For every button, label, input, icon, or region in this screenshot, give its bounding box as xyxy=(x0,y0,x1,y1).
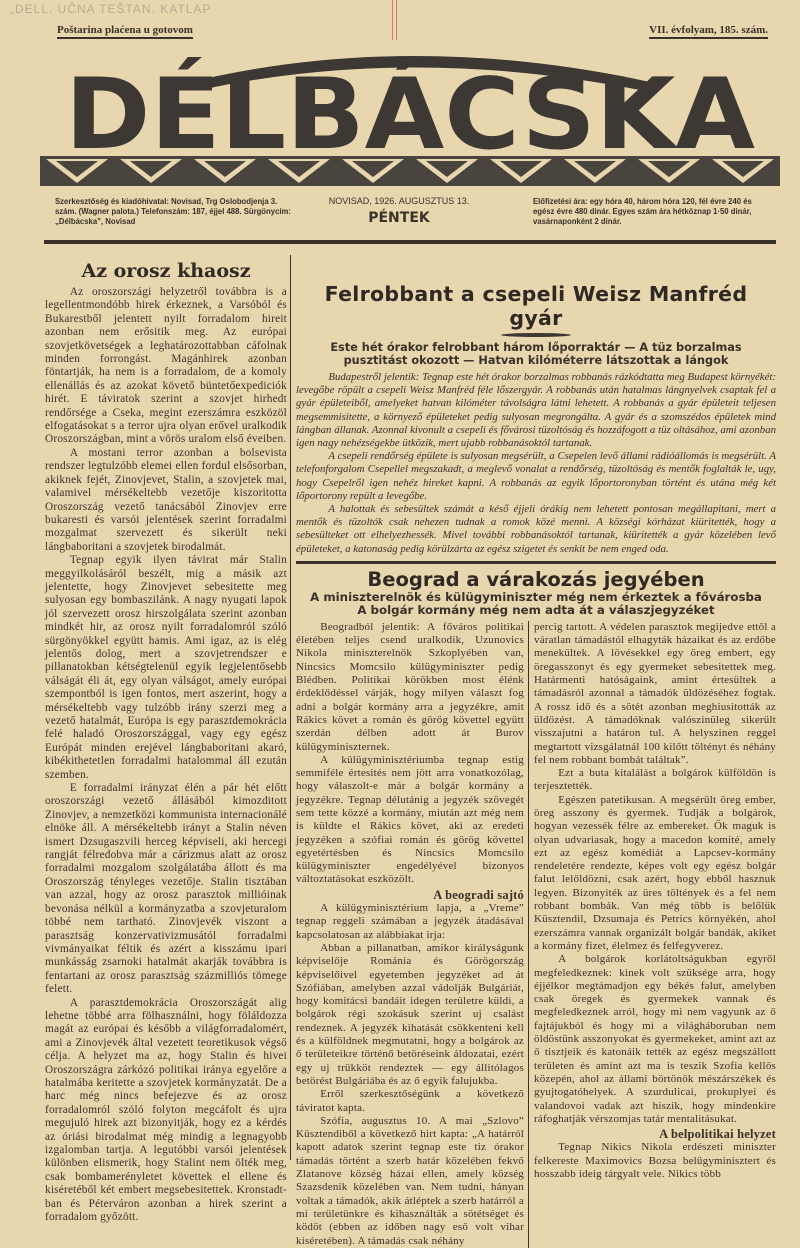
subscription-info: Előfizetési ára: egy hóra 40, három hóra 120, fél évre 240 és egész évre 480 dinár. Egyes szám ára hétköznap 1·50 dinár, vasárnaponként 2 dinár. xyxy=(533,196,752,226)
paragraph: Egészen patetikusan. A megsérült öreg ember, öreg asszony és gyermek. Tudják a bolgárok, hogyan vezessék félre az embereket. Ők maguk is olyan udvariasak, hogy a macedon komité, amely ezt az egész komédiát a Lapcsev-kormány rendeletére rendezte, képes volt egy egész bolgár falut lelőldözni, csak azért, hogy ebből hasznuk legyen. Bizonyiték az üres töltények és a fel nem robbant bombák. Van még több is belőlük Küsztendil, Dzsumaja és Petrics környékén, ahol ezerszámra vannak organizált bolgár bandák, akiket a kormány fizet, élelmez és felfegyverez. xyxy=(534,793,776,952)
paragraph: Abban a pillanatban, amikor királyságunk képviselője Románia és Görögország képviselőivel egyetemben jegyzéket ad át Szófiában, amelyben azzal vádolják Bulgáriát, hogy komitácsi bandáit idegen területre küldi, a bolgárok régi szokásuk szerint uj csalást rendeznek. A jegyzék kihatását csökkenteni kell és a külföldnek megmutatni, hogy a bolgárok az ő területeikre történő betöréseink áldozatai, ezért egy uj trükköt rendeztek — egy állitólagos betörést Bulgáriába és az ő egyik falujukba. xyxy=(296,941,524,1087)
paragraph: A külügyminisztérium lapja, a „Vreme” tegnap reggeli számában a jegyzék átadásával kapcsolatosan az alábbiakat irja: xyxy=(296,902,524,941)
paragraph: Budapestről jelentik: Tegnap este hét órakor borzalmas robbanás rázkódtatta meg Budapest környékét: levegőbe röpült a csepeli Weisz Manfréd féle lőszergyár. A robbanás után hatalmas lángnyelvek csaptak fel a gyár épületeiből, amelyeket hatvan kilóméter távolságra látni lehetett. A robbanás a gyár épületeit teljesen megsemmisitette, a környező épületeket pedig sulyosan megrongálta. A gyár és a szomszédos épületek mind lángban állanak. Azonnal kivonult a csepeli és fővárosi tüzoltóság és hozzáfogott a tüz oltásához, ami azonban igen nagy nehézségekbe ütközik, mert ujabb robbanásoktól tartanak. xyxy=(296,371,776,450)
right-articles xyxy=(296,262,776,1248)
dateline: NOVISAD, 1926. AUGUSZTUS 13. xyxy=(328,196,470,206)
paragraph: Beogradból jelentik: A főváros politikai életében teljes csend uralkodik, Uzunovics Nikola miniszterelnök Szkoplyében van, Nincsics Momcsilo külügyminiszter pedig Blédben. Politikai körökben most élénk érdeklődéssel várják, hogy milyen választ fog adni a bolgár kormány arra a jegyzékre, amit Rákics követ a román és görög követtel együtt szerdán délben adott át Burov külügyminiszternek. xyxy=(296,620,524,753)
article-subtitle: Este hét órakor felrobbant három lőporraktár — A tüz borzalmas pusztitást okozott — Hatvan kilóméterre látszottak a lángok xyxy=(330,341,742,367)
red-margin-line xyxy=(392,0,397,40)
article-body xyxy=(296,371,776,556)
postage-note: Poštarina plaćena u gotovom xyxy=(57,24,193,39)
masthead-logo xyxy=(40,40,780,190)
masthead-zigzag-band xyxy=(40,156,780,186)
paragraph: A parasztdemokrácia Oroszországát alig lehetne többé arra fölhasználni, hogy föláldozza magát az európai és később a világforradalomért, ami a Zinovjevék által vezetett teoretikusok végső célja. A helyzet ma az, hogy Stalin és hivei Oroszországra zárkózó politikai iránya egyelőre a hatalmába keritette a szovjetek kormányzatát. De a harc még nincs befejezve és az orosz forradalomról szóló folyton megcáfolt és ujra megujuló hirek azt bizonyitják, hogy ez a kérdés az óriási birodalmat még mindig a legnagyobb izgalomban tartja. A legutóbbi varsói jelentések különben elismerik, hogy Stalint nem ölték meg, csak bombamerényletet követtek el ellene és kiséretéből két embert megsebesitettek. Kronstadt-ban és Péterváron azonban a hirek szerint a forradalom győzött. xyxy=(45,996,287,1224)
article-weisz-manfred xyxy=(296,262,776,556)
paragraph: A mostani terror azonban a bolsevista rendszer legtulzóbb elemei ellen fordul elsősorban, akiknek fejét, Zinovjevet, Stalin, a szovjetek mai, valamivel mérsékeltebb vezetője kiszoritotta Oroszország vezető tanácsából Zinovjev erre bukaresti és varsói jelentések szerint forradalmi mozgalmat szervezett és sikerült neki lángbaboritani a szovjetek birodalmát. xyxy=(45,446,287,553)
masthead-rule xyxy=(44,240,776,244)
section-heading: A belpolitikai helyzet xyxy=(659,1127,776,1142)
article-title: Felrobbant a csepeli Weisz Manfréd gyár xyxy=(324,282,748,330)
archive-stamp: „DELL. UČNA TEŠTAN. KATLAP xyxy=(10,2,212,16)
article-title: Beograd a várakozás jegyében xyxy=(367,567,705,591)
article-orosz-khaosz xyxy=(45,260,287,1224)
ornament-divider xyxy=(501,333,571,337)
article-rule xyxy=(296,561,776,564)
paragraph: Erről szerkesztőségünk a következő táviratot kapta. xyxy=(296,1088,524,1114)
paragraph: Tegnap egyik ilyen távirat már Stalin meggyilkolásáról beszélt, mig a másik azt jelentette, hogy Zinovjevet sebesitette meg sulyosan egy bombaszilánk. A nagy nyugati lapok jól szervezett orosz hirszolgálata szerint azonban mindkét hir, az orosz nyilt forradalomról szóló sürgönyökkel együtt hamis. Ami igaz, az is elég jelentős dolog, mert a szovjetrendszer e pillanatokban kétségtelenül egyik legjelentősebb válságát éli át, egy olyan válságot, amely európai szempontból is igen fontos, mert aszerint, hogy a mérsékeltebb vagy tulzóbb irány szerzi meg a vezető hatalmát, Európa is egy parasztdemokrácia felé haladó Oroszországgal, vagy egy egész Európát minden erejével lángbaboritani akaró, kibékithetetlen forradalmi hatalommal áll ezután szemben. xyxy=(45,554,287,781)
paragraph: Az oroszországi helyzetről továbbra is a legellentmondóbb hirek érkeznek, a Varsóból és Bukarestből jelentett nyilt forradalom hireit azonban nem erősitik meg. Az európai szovjetkövetségek a leghatározottabban cáfolnak minden forrongást. Magánhirek azonban föntartják, ha nem is a forradalom, de a komoly ellenállás és az azokat követő büntetőexpediciók hirét. E táviratok szerint a szovjet hirhedt rendőrsége a Cseka, megint ezerszámra eszközöl elfogatásokat s a terror ujra olyan erővel uralkodik Oroszországban, mint a vörös uralom első éveiben. xyxy=(45,286,287,446)
editorial-office-info: Szerkesztőség és kiadóhivatal: Novisad, Trg Oslobodjenja 3. szám. (Wagner palota.) Telefonszám: 187, éjjel 488. Sürgönycím: „Délbácska”, Novisad xyxy=(55,196,291,226)
paragraph: Szófia, augusztus 10. A mai „Szlovo” Küsztendiből a következő hirt kapta: „A határról kapott adatok szerint tegnap este tiz órakor támadás történt a szerb határ közelében fekvő Zlatanove község házai ellen, amely község Szazsdenik közelében van. Nem tudni, hányan voltak a támadók, akik átléptek a szerb határról a mi területünkre és kihasználták a sötétséget és ködöt (ebben az időben nagy eső volt vihar kiséretében). A támadás csak néhány xyxy=(296,1114,524,1247)
article-title: Az orosz khaosz xyxy=(81,260,251,282)
article-beograd-column-1 xyxy=(296,621,529,1248)
article-beograd xyxy=(296,568,776,1248)
weekday: PÉNTEK xyxy=(368,210,430,226)
article-beograd-columns xyxy=(296,621,776,1248)
paragraph: Tegnap Nikics Nikola erdészeti miniszter felkereste Maximovics Bozsa belügyminisztert és hosszabb ideig tárgyalt vele. Nikics több xyxy=(534,1141,776,1181)
paragraph: A bolgárok korlátoltságukban egyről megfeledkeznek: kinek volt szüksége arra, hogy éjjélkor megtámadjon egy békés falut, amelyben csak öregek és gyermekek vannak és megfeledkeznek arról, hogy mi nem vagyunk az ő fajtájukból és hogy mi a világháboruban nem öldöstünk asszonyokat és gyermekeket, amint azt az ő tisztjeik és katonáik tették az egész megszállott területen és amint azt ma is teszik Szofia kellős közepén, ahol az állami börtönök mészárszékek és gyujtogatóhelyek. A szurdulicai, prokuplyei és valandovoi vadak azt hiszik, hogy mindenkire ráfoghatják vérszomjas tatár mentalitásukat. xyxy=(534,953,776,1125)
article-subtitle-1: A miniszterelnök és külügyminiszter még nem érkeztek a fővárosba xyxy=(310,589,762,604)
article-body xyxy=(45,286,287,1224)
paragraph: A halottak és sebesültek számát a késő éjjeli órákig nem lehetett pontosan megállapitani, mert a mentők és tüzoltók csak nehezen tudnak a romok közé menni. A községi kórházat kiüritették, hogy a sebesülteket ott elhelyezhessék. Mivel további robbanásoktól tartanak, kiüritették a gyár közelében levő épületeket, a katonaság pedig körülzárta az egész szigetet és senkit be nem enged oda. xyxy=(296,503,776,555)
masthead-title: DÉLBÁCSKA xyxy=(65,58,723,172)
article-beograd-column-2 xyxy=(529,621,776,1248)
paragraph: percig tartott. A védelen parasztok megijedve ettől a váratlan támadástól elhagyták házaikat és az erdőbe menekültek. A lövésekkel egy öreg embert, egy öregasszonyt és egy gyermeket sebesitettek meg. Határmenti hatóságaink, amint értesültek a támadásról azonnal a támadók üldözéséhez fogtak. A rossz idő és a sötét azonban meghiusitották az üldözést. A támadóknak valószinüleg sikerült visszajutni a határon tul. A helyszinen reggel megtartott vizsgálatnál 100 kilőtt töltényt és néhány fel nem robbant bombát találtak”. xyxy=(534,620,776,766)
column-divider xyxy=(290,255,291,1160)
paragraph: A csepeli rendőrség épülete is sulyosan megsérült, a Csepelen levő állami rádióállomás is megsérült. A telefonforgalom Csepellel megszakadt, a meglevő vonalat a rendőrség, tüzoltóság és mentők foglalták le, ugy, hogy Csepelről igen nehéz hireket kapni. A robbanás az egyik lőportoronyban történt és utána még két lőportorony repült a levegőbe. xyxy=(296,450,776,502)
paragraph: Ezt a buta kitalálást a bolgárok külföldön is terjesztették. xyxy=(534,767,776,793)
paragraph: A külügyminisztériumba tegnap estig semmiféle értesités nem jött arra vonatkozólag, hogy válaszolt-e már a bolgár kormány a jegyzékre. Tegnap délutánig a jegyzék szövegét sem tette közzé a kormány, miután azt még nem is küldte el Rákics követ, aki az eredeti jegyzéken a szófiai román és görög követtel egyetértésben és Nincsics Momcsilo külügyminiszter engedélyével bizonyos változtatásokat eszközölt. xyxy=(296,753,524,886)
article-subtitle-2: A bolgár kormány még nem adta át a válaszjegyzéket xyxy=(357,602,715,617)
paragraph: E forradalmi irányzat élén a pár hét előtt oroszországi vezető állásából kimozditott Zinovjev, a nemzetközi kommunista internacionálé elnöke áll. A mérsékeltebb irányt a Stalin néven ismert Dzsugaszvili herceg képviseli, aki hercegi rangját félredobva már a cárizmus alatt az orosz forradalmi mozgalom szolgálatába állott és ma Oroszország tényleges vezetője. Stalin tisztában van azzal, hogy az orosz parasztok millióinak bevonása nélkül a kormányzatba a szovjeturalom többé nem tartható. Zinovjevék viszont a parasztság konzervativizmusától forradalmi vivmányaikat féltik és azért a kisszámu ipari munkásság zsarnoki hatalmát akarják továbbra is fentartani az orosz parasztság százmilliós tömege felett. xyxy=(45,782,287,996)
volume-number: VII. évfolyam, 185. szám. xyxy=(649,24,768,39)
section-heading: A beogradi sajtó xyxy=(433,887,524,902)
